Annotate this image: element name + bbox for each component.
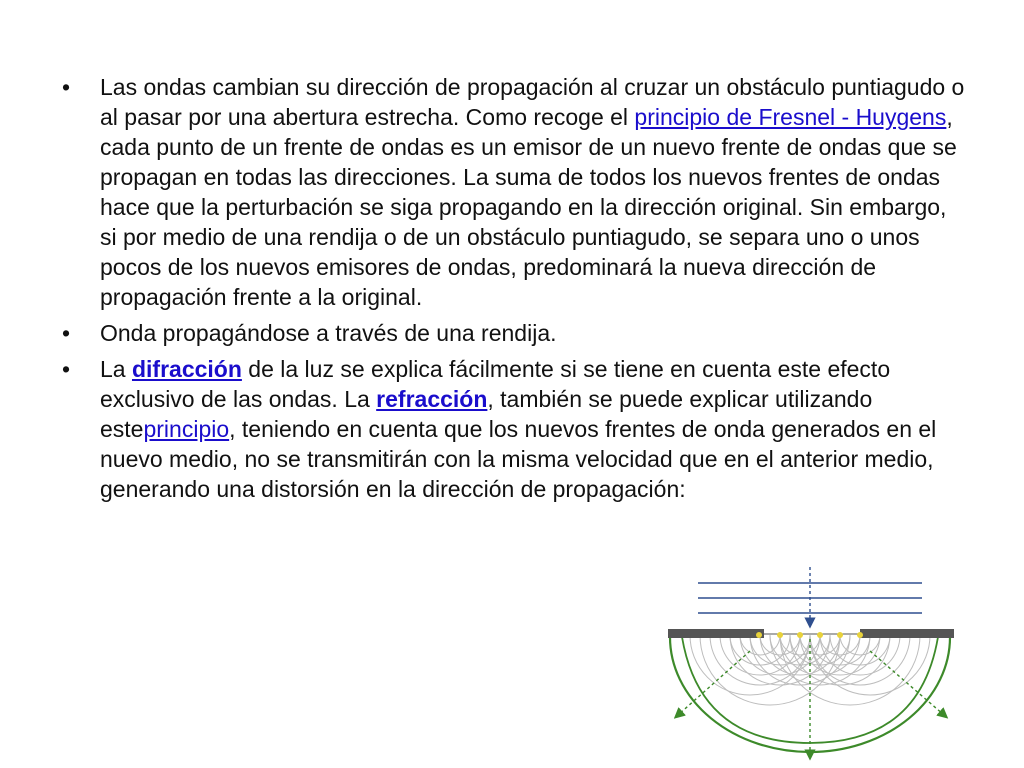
difraccion-link[interactable]: difracción — [131, 356, 242, 382]
bullet-3-text-1: La — [100, 356, 132, 382]
bullet-item-fresnel-huygens — [62, 72, 967, 312]
refraccion-link[interactable]: refracción — [376, 386, 488, 412]
bullet-list — [62, 72, 967, 510]
principio-link[interactable]: principio — [143, 416, 230, 442]
barrier-right — [860, 629, 954, 638]
bullet-3-text-4: , teniendo en cuenta que los nuevos frentes de onda generados en el nuevo medio, no se transmitirán con la misma velocidad que en el anterior medio, generando una distorsión en la dirección de propagación: — [100, 416, 937, 502]
bullet-item-slit — [62, 318, 967, 348]
bullet-2-text: Onda propagándose a través de una rendija. — [100, 320, 557, 346]
outgoing-arrow-left — [678, 651, 750, 715]
barrier-left — [668, 629, 764, 638]
bullet-3-text-3: , también se puede explicar utilizando este — [100, 386, 873, 442]
bullet-1-text-2: , cada punto de un frente de ondas es un emisor de un nuevo frente de ondas que se propagan en todas las direcciones. La suma de todos los nuevos frentes de ondas hace que la perturbación se siga propagando en la dirección original. Sin embargo, si por medio de una rendija o de un obstáculo puntiagudo, se separa uno o unos pocos de los nuevos emisores de ondas, predominará la nueva dirección de propagación frente a la original. — [100, 104, 957, 310]
wave-diffraction-slit-diagram — [660, 565, 960, 765]
fresnel-huygens-link[interactable]: principio de Fresnel - Huygens — [634, 104, 947, 130]
bullet-3-text-2: de la luz se explica fácilmente si se tiene en cuenta este efecto exclusivo de las ondas. La — [100, 356, 891, 412]
bullet-1-text-1: Las ondas cambian su dirección de propagación al cruzar un obstáculo puntiagudo o al pasar por una abertura estrecha. Como recoge el — [100, 74, 965, 130]
bullet-item-diffraction — [62, 354, 967, 504]
